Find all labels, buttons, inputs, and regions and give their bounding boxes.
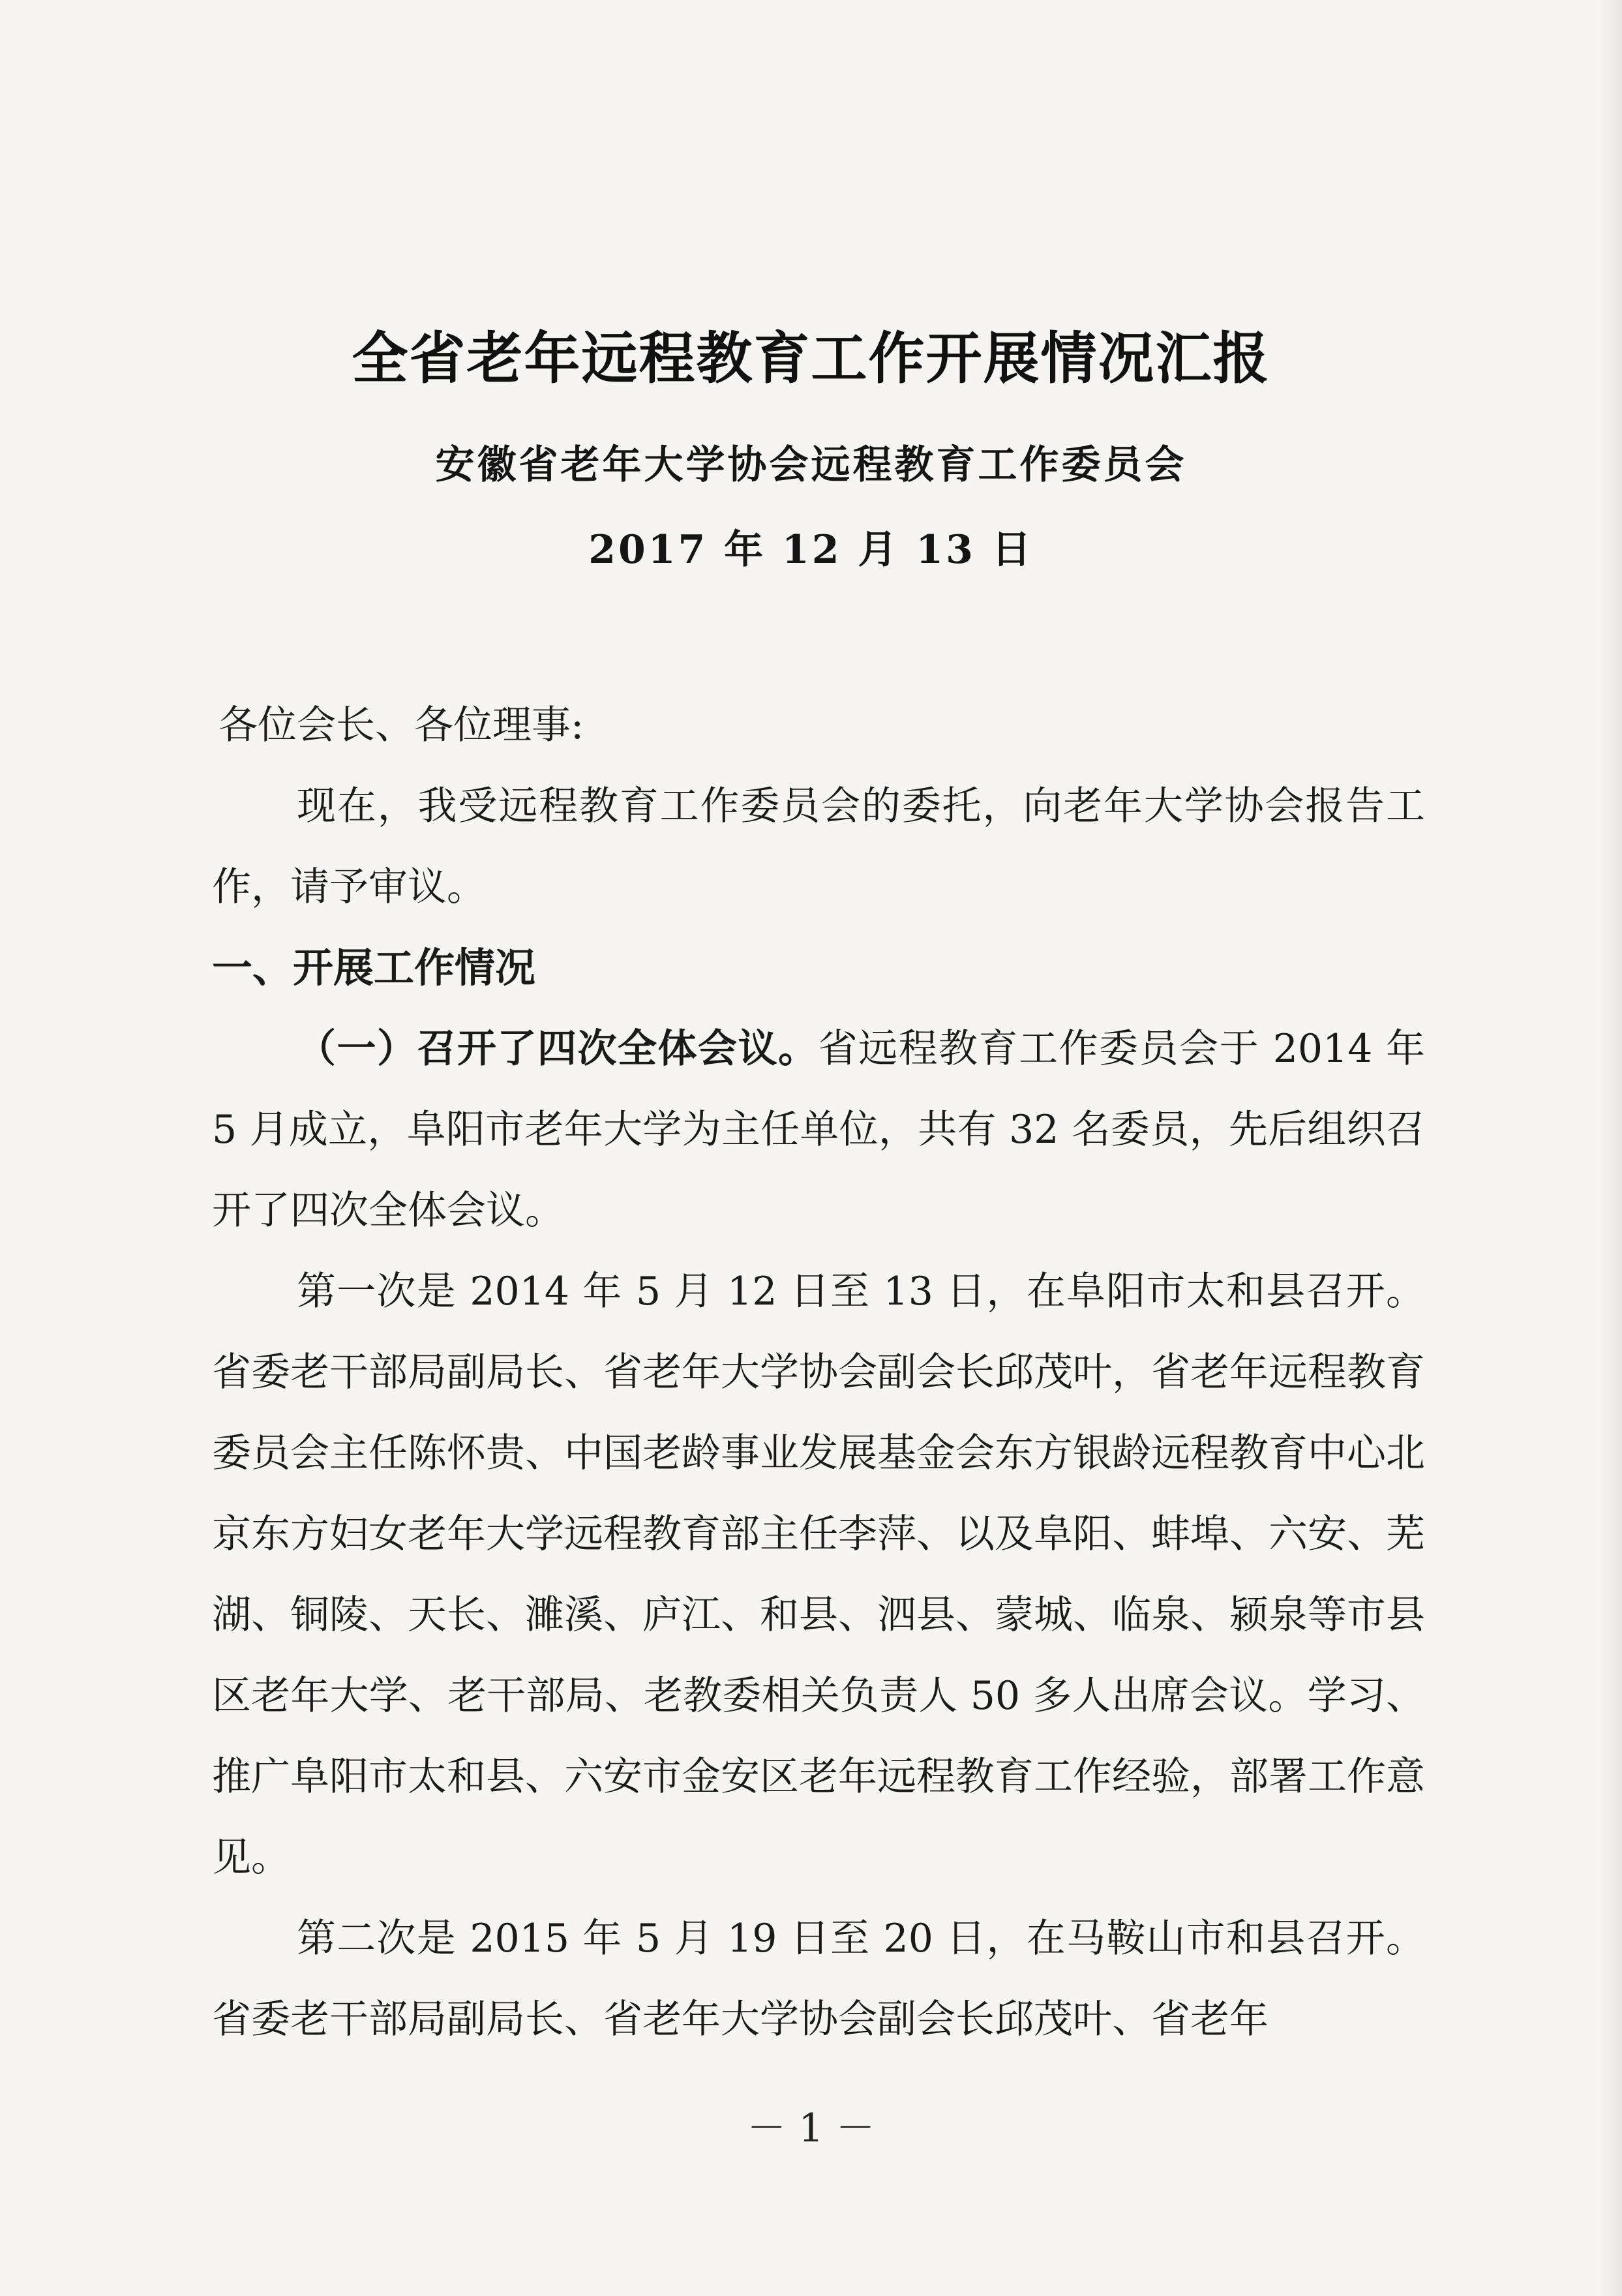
- paragraph-1-lead: （一）召开了四次全体会议。: [297, 1026, 819, 1072]
- document-subtitle: 安徽省老年大学协会远程教育工作委员会: [435, 442, 1187, 488]
- document-date: 2017 年 12 月 13 日: [588, 527, 1034, 573]
- document-body: [212, 766, 1425, 2060]
- paragraph-2: 第一次是 2014 年 5 月 12 日至 13 日，在阜阳市太和县召开。省委老干部局副局长、省老年大学协会副会长邱茂叶，省老年远程教育委员会主任陈怀贵、中国老龄事业发展基金会东方银龄远程教育中心北京东方妇女老年大学远程教育部主任李萍、以及阜阳、蚌埠、六安、芜湖、铜陵、天长、濉溪、庐江、和县、泗县、蒙城、临泉、颍泉等市县区老年大学、老干部局、老教委相关负责人 50 多人出席会议。学习、推广阜阳市太和县、六安市金安区老年远程教育工作经验，部署工作意见。: [212, 1269, 1425, 1881]
- paragraph-3: 第二次是 2015 年 5 月 19 日至 20 日，在马鞍山市和县召开。省委老干部局副局长、省老年大学协会副会长邱茂叶、省老年: [212, 1916, 1425, 2042]
- page-number: － 1 －: [747, 2106, 875, 2151]
- salutation: 各位会长、各位理事:: [218, 702, 584, 748]
- intro-paragraph: 现在，我受远程教育工作委员会的委托，向老年大学协会报告工作，请予审议。: [212, 783, 1425, 910]
- paragraph-1-text: 省远程教育工作委员会于 2014 年 5 月成立，阜阳市老年大学为主任单位，共有 32 名委员，先后组织召开了四次全体会议。: [212, 1026, 1425, 1233]
- document-title: 全省老年远程教育工作开展情况汇报: [352, 325, 1270, 391]
- section-heading: 一、开展工作情况: [212, 944, 536, 991]
- paragraph-1: [212, 1008, 1425, 1251]
